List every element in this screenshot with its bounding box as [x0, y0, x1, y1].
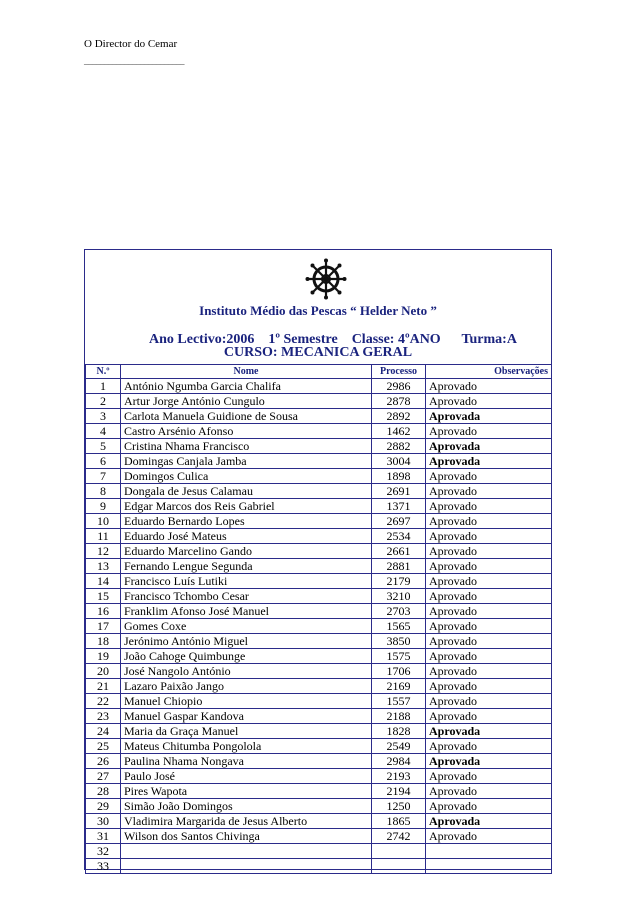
- table-row: [86, 574, 552, 589]
- row-number: 14: [86, 574, 121, 589]
- class-label: Classe: 4ºANO: [351, 332, 441, 347]
- table-row: [86, 559, 552, 574]
- observation: Aprovada: [426, 439, 552, 454]
- student-name: [121, 859, 372, 874]
- student-name: Paulina Nhama Nongava: [121, 754, 372, 769]
- table-row: [86, 514, 552, 529]
- process-number: 2882: [372, 439, 426, 454]
- table-row: [86, 784, 552, 799]
- header-num: N.º: [86, 365, 121, 379]
- year-label: Ano Lectivo:2006: [149, 332, 255, 347]
- ship-wheel-icon: [305, 258, 347, 300]
- table-row: [86, 829, 552, 844]
- row-number: 24: [86, 724, 121, 739]
- row-number: 6: [86, 454, 121, 469]
- row-number: 22: [86, 694, 121, 709]
- course-title: CURSO: MECANICA GERAL: [223, 345, 413, 360]
- student-name: Francisco Luís Lutiki: [121, 574, 372, 589]
- process-number: 2661: [372, 544, 426, 559]
- observation: Aprovado: [426, 769, 552, 784]
- process-number: 2194: [372, 784, 426, 799]
- table-row: [86, 409, 552, 424]
- row-number: 18: [86, 634, 121, 649]
- observation: Aprovado: [426, 394, 552, 409]
- table-row: [86, 589, 552, 604]
- row-number: 10: [86, 514, 121, 529]
- observation: Aprovado: [426, 664, 552, 679]
- process-number: 2984: [372, 754, 426, 769]
- observation: Aprovado: [426, 574, 552, 589]
- process-number: 1865: [372, 814, 426, 829]
- observation: Aprovada: [426, 814, 552, 829]
- process-number: 2179: [372, 574, 426, 589]
- table-row: [86, 859, 552, 874]
- table-row: [86, 769, 552, 784]
- observation: Aprovado: [426, 604, 552, 619]
- process-number: 2881: [372, 559, 426, 574]
- student-name: [121, 844, 372, 859]
- table-row: [86, 844, 552, 859]
- process-number: 2534: [372, 529, 426, 544]
- process-number: 1828: [372, 724, 426, 739]
- process-number: 1706: [372, 664, 426, 679]
- student-name: Mateus Chitumba Pongolola: [121, 739, 372, 754]
- observation: Aprovado: [426, 559, 552, 574]
- observation: [426, 859, 552, 874]
- student-name: Paulo José: [121, 769, 372, 784]
- row-number: 27: [86, 769, 121, 784]
- process-number: 2892: [372, 409, 426, 424]
- row-number: 9: [86, 499, 121, 514]
- process-number: 2986: [372, 379, 426, 394]
- student-name: Eduardo Marcelino Gando: [121, 544, 372, 559]
- table-row: [86, 619, 552, 634]
- row-number: 5: [86, 439, 121, 454]
- row-number: 1: [86, 379, 121, 394]
- observation: Aprovado: [426, 499, 552, 514]
- process-number: 1557: [372, 694, 426, 709]
- table-row: [86, 394, 552, 409]
- row-number: 31: [86, 829, 121, 844]
- student-name: Fernando Lengue Segunda: [121, 559, 372, 574]
- observation: Aprovado: [426, 784, 552, 799]
- observation: Aprovada: [426, 754, 552, 769]
- process-number: 2193: [372, 769, 426, 784]
- school-name: Instituto Médio das Pescas “ Helder Neto ”: [199, 303, 437, 318]
- student-name: Lazaro Paixão Jango: [121, 679, 372, 694]
- table-row: [86, 754, 552, 769]
- student-name: Manuel Gaspar Kandova: [121, 709, 372, 724]
- student-name: Carlota Manuela Guidione de Sousa: [121, 409, 372, 424]
- row-number: 12: [86, 544, 121, 559]
- table-row: [86, 469, 552, 484]
- observation: [426, 844, 552, 859]
- observation: Aprovado: [426, 589, 552, 604]
- process-number: 1575: [372, 649, 426, 664]
- table-row: [86, 799, 552, 814]
- table-row: [86, 664, 552, 679]
- student-name: Dongala de Jesus Calamau: [121, 484, 372, 499]
- row-number: 7: [86, 469, 121, 484]
- table-row: [86, 499, 552, 514]
- process-number: 2878: [372, 394, 426, 409]
- row-number: 11: [86, 529, 121, 544]
- table-row: [86, 439, 552, 454]
- table-body: [86, 379, 552, 874]
- observation: Aprovado: [426, 529, 552, 544]
- observation: Aprovado: [426, 709, 552, 724]
- table-row: [86, 379, 552, 394]
- process-number: 3210: [372, 589, 426, 604]
- row-number: 28: [86, 784, 121, 799]
- process-number: [372, 859, 426, 874]
- observation: Aprovado: [426, 694, 552, 709]
- process-number: 2703: [372, 604, 426, 619]
- student-name: Eduardo Bernardo Lopes: [121, 514, 372, 529]
- table-row: [86, 424, 552, 439]
- process-number: 2742: [372, 829, 426, 844]
- table-row: [86, 634, 552, 649]
- observation: Aprovado: [426, 799, 552, 814]
- header-obs: Observações: [426, 365, 552, 379]
- observation: Aprovado: [426, 829, 552, 844]
- student-table: [85, 364, 552, 874]
- process-number: 2697: [372, 514, 426, 529]
- student-name: Francisco Tchombo Cesar: [121, 589, 372, 604]
- row-number: 8: [86, 484, 121, 499]
- table-row: [86, 814, 552, 829]
- process-number: 2549: [372, 739, 426, 754]
- student-name: Maria da Graça Manuel: [121, 724, 372, 739]
- process-number: [372, 844, 426, 859]
- table-row: [86, 649, 552, 664]
- row-number: 19: [86, 649, 121, 664]
- table-row: [86, 694, 552, 709]
- process-number: 1250: [372, 799, 426, 814]
- row-number: 3: [86, 409, 121, 424]
- student-name: Simão João Domingos: [121, 799, 372, 814]
- row-number: 15: [86, 589, 121, 604]
- observation: Aprovado: [426, 739, 552, 754]
- process-number: 2691: [372, 484, 426, 499]
- student-name: Domingos Culica: [121, 469, 372, 484]
- header-process: Processo: [372, 365, 426, 379]
- student-name: Eduardo José Mateus: [121, 529, 372, 544]
- student-name: Wilson dos Santos Chivinga: [121, 829, 372, 844]
- student-name: Pires Wapota: [121, 784, 372, 799]
- student-name: Manuel Chiopio: [121, 694, 372, 709]
- observation: Aprovado: [426, 544, 552, 559]
- row-number: 32: [86, 844, 121, 859]
- observation: Aprovado: [426, 514, 552, 529]
- table-row: [86, 739, 552, 754]
- process-number: 1565: [372, 619, 426, 634]
- row-number: 26: [86, 754, 121, 769]
- table-row: [86, 679, 552, 694]
- process-number: 3850: [372, 634, 426, 649]
- semester-label: 1º Semestre: [268, 332, 338, 347]
- group-label: Turma:A: [461, 332, 517, 347]
- row-number: 29: [86, 799, 121, 814]
- row-number: 17: [86, 619, 121, 634]
- table-row: [86, 724, 552, 739]
- observation: Aprovado: [426, 469, 552, 484]
- process-number: 1371: [372, 499, 426, 514]
- student-name: Castro Arsénio Afonso: [121, 424, 372, 439]
- student-name: Edgar Marcos dos Reis Gabriel: [121, 499, 372, 514]
- process-number: 3004: [372, 454, 426, 469]
- student-name: Jerónimo António Miguel: [121, 634, 372, 649]
- process-number: 2169: [372, 679, 426, 694]
- table-header-row: [86, 365, 552, 379]
- row-number: 21: [86, 679, 121, 694]
- row-number: 20: [86, 664, 121, 679]
- row-number: 30: [86, 814, 121, 829]
- observation: Aprovado: [426, 379, 552, 394]
- director-label: O Director do Cemar: [84, 38, 178, 50]
- row-number: 4: [86, 424, 121, 439]
- observation: Aprovada: [426, 724, 552, 739]
- student-name: Cristina Nhama Francisco: [121, 439, 372, 454]
- observation: Aprovado: [426, 649, 552, 664]
- table-row: [86, 454, 552, 469]
- observation: Aprovado: [426, 424, 552, 439]
- student-name: José Nangolo António: [121, 664, 372, 679]
- row-number: 13: [86, 559, 121, 574]
- student-name: Gomes Coxe: [121, 619, 372, 634]
- row-number: 2: [86, 394, 121, 409]
- student-name: Domingas Canjala Jamba: [121, 454, 372, 469]
- observation: Aprovado: [426, 484, 552, 499]
- observation: Aprovada: [426, 409, 552, 424]
- signature-line: _________________________: [84, 56, 184, 66]
- header-name: Nome: [121, 365, 372, 379]
- table-row: [86, 709, 552, 724]
- student-name: João Cahoge Quimbunge: [121, 649, 372, 664]
- table-row: [86, 604, 552, 619]
- observation: Aprovado: [426, 679, 552, 694]
- observation: Aprovado: [426, 634, 552, 649]
- process-number: 1462: [372, 424, 426, 439]
- observation: Aprovado: [426, 619, 552, 634]
- process-number: 2188: [372, 709, 426, 724]
- student-name: Vladimira Margarida de Jesus Alberto: [121, 814, 372, 829]
- table-row: [86, 544, 552, 559]
- observation: Aprovada: [426, 454, 552, 469]
- row-number: 33: [86, 859, 121, 874]
- row-number: 23: [86, 709, 121, 724]
- student-name: Franklim Afonso José Manuel: [121, 604, 372, 619]
- table-row: [86, 529, 552, 544]
- process-number: 1898: [372, 469, 426, 484]
- student-name: Artur Jorge António Cungulo: [121, 394, 372, 409]
- table-row: [86, 484, 552, 499]
- student-name: António Ngumba Garcia Chalifa: [121, 379, 372, 394]
- row-number: 25: [86, 739, 121, 754]
- row-number: 16: [86, 604, 121, 619]
